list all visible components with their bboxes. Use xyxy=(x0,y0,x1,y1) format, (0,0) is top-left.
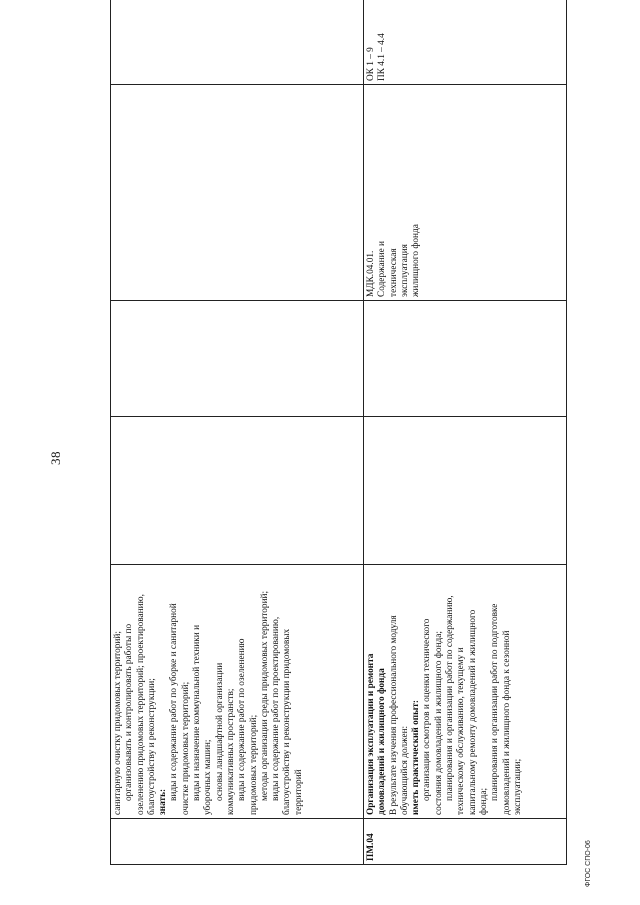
requirements-cell xyxy=(111,565,364,819)
text-line: организовывать и контролировать работы по xyxy=(124,623,135,801)
text-line: фонда; xyxy=(478,787,489,815)
page-number: 38 xyxy=(48,451,63,465)
competency-cell-empty xyxy=(111,0,364,85)
text-line: домовладений и жилищного фонда к сезонной xyxy=(501,630,512,815)
text-line-heading: иметь практический опыт: xyxy=(411,699,422,815)
mdk-cell-empty xyxy=(111,85,364,301)
mdk-line: МДК.04.01. xyxy=(366,250,376,297)
hours-cell-empty xyxy=(364,417,567,565)
text-line: санитарную очистку придомовых территорий; xyxy=(113,631,123,815)
text-line: виды и содержание работ по озеленению xyxy=(237,638,248,801)
hours-cell-empty xyxy=(111,301,364,417)
footer-code: ФГОС СПО-06 xyxy=(585,840,592,887)
text-line: благоустройству и реконструкции; xyxy=(146,678,157,815)
text-line: виды и содержание работ по уборке и санитарной xyxy=(169,603,180,801)
module-title-line: домовладений и жилищного фонда xyxy=(377,668,388,815)
mdk-cell xyxy=(364,85,567,301)
competency-line: ОК 1 – 9 xyxy=(366,47,376,81)
text-line: виды и назначение коммунальной техники и xyxy=(192,624,203,801)
text-line: планирования и организации работ по подготовке xyxy=(490,603,501,801)
text-line: уборочных машин; xyxy=(203,739,214,815)
text-line: очистке придомовых территорий; xyxy=(180,681,191,815)
competency-cell xyxy=(364,0,567,85)
competency-line: ПК 4.1 – 4.4 xyxy=(377,33,388,81)
text-line: капитальному ремонту домовладений и жилищного xyxy=(467,609,478,815)
mdk-line: Содержание и xyxy=(377,240,388,297)
text-line: основы ландшафтной организации xyxy=(214,662,225,801)
text-line: виды и содержание работ по проектированию, xyxy=(271,616,282,801)
code-cell-empty xyxy=(111,819,364,865)
text-line: коммуникативных пространств; xyxy=(225,688,236,815)
module-title-line: Организация эксплуатации и ремонта xyxy=(366,653,376,815)
hours-cell-empty xyxy=(364,301,567,417)
text-line: методы организации среды придомовых территорий; xyxy=(259,590,270,801)
text-line: обучающийся должен: xyxy=(399,725,410,815)
mdk-line: жилищного фонда xyxy=(411,224,422,297)
text-line: организации осмотров и оценки технического xyxy=(422,618,433,801)
text-line: благоустройству и реконструкции придомовых xyxy=(282,628,293,815)
text-line: эксплуатации; xyxy=(512,758,523,815)
text-line: озеленению придомовых территорий; проектированию, xyxy=(135,594,146,815)
text-line: состояния домовладений и жилищного фонда; xyxy=(433,631,444,815)
hours-cell-empty xyxy=(111,417,364,565)
module-code: ПМ.04 xyxy=(364,819,567,865)
mdk-line: техническая xyxy=(388,248,399,297)
text-line: В результате изучения профессионального модуля xyxy=(388,615,399,815)
text-line: территорий xyxy=(293,769,304,815)
text-line: техническому обслуживанию, текущему и xyxy=(456,647,467,815)
mdk-line: эксплуатация xyxy=(399,244,410,297)
table-row xyxy=(111,0,364,865)
table-row xyxy=(364,0,567,865)
curriculum-table xyxy=(110,0,567,865)
requirements-cell xyxy=(364,565,567,819)
text-line-heading: знать: xyxy=(158,788,169,815)
text-line: планирования и организации работ по содержанию, xyxy=(445,595,456,801)
text-line: придомовых территорий; xyxy=(248,714,259,815)
